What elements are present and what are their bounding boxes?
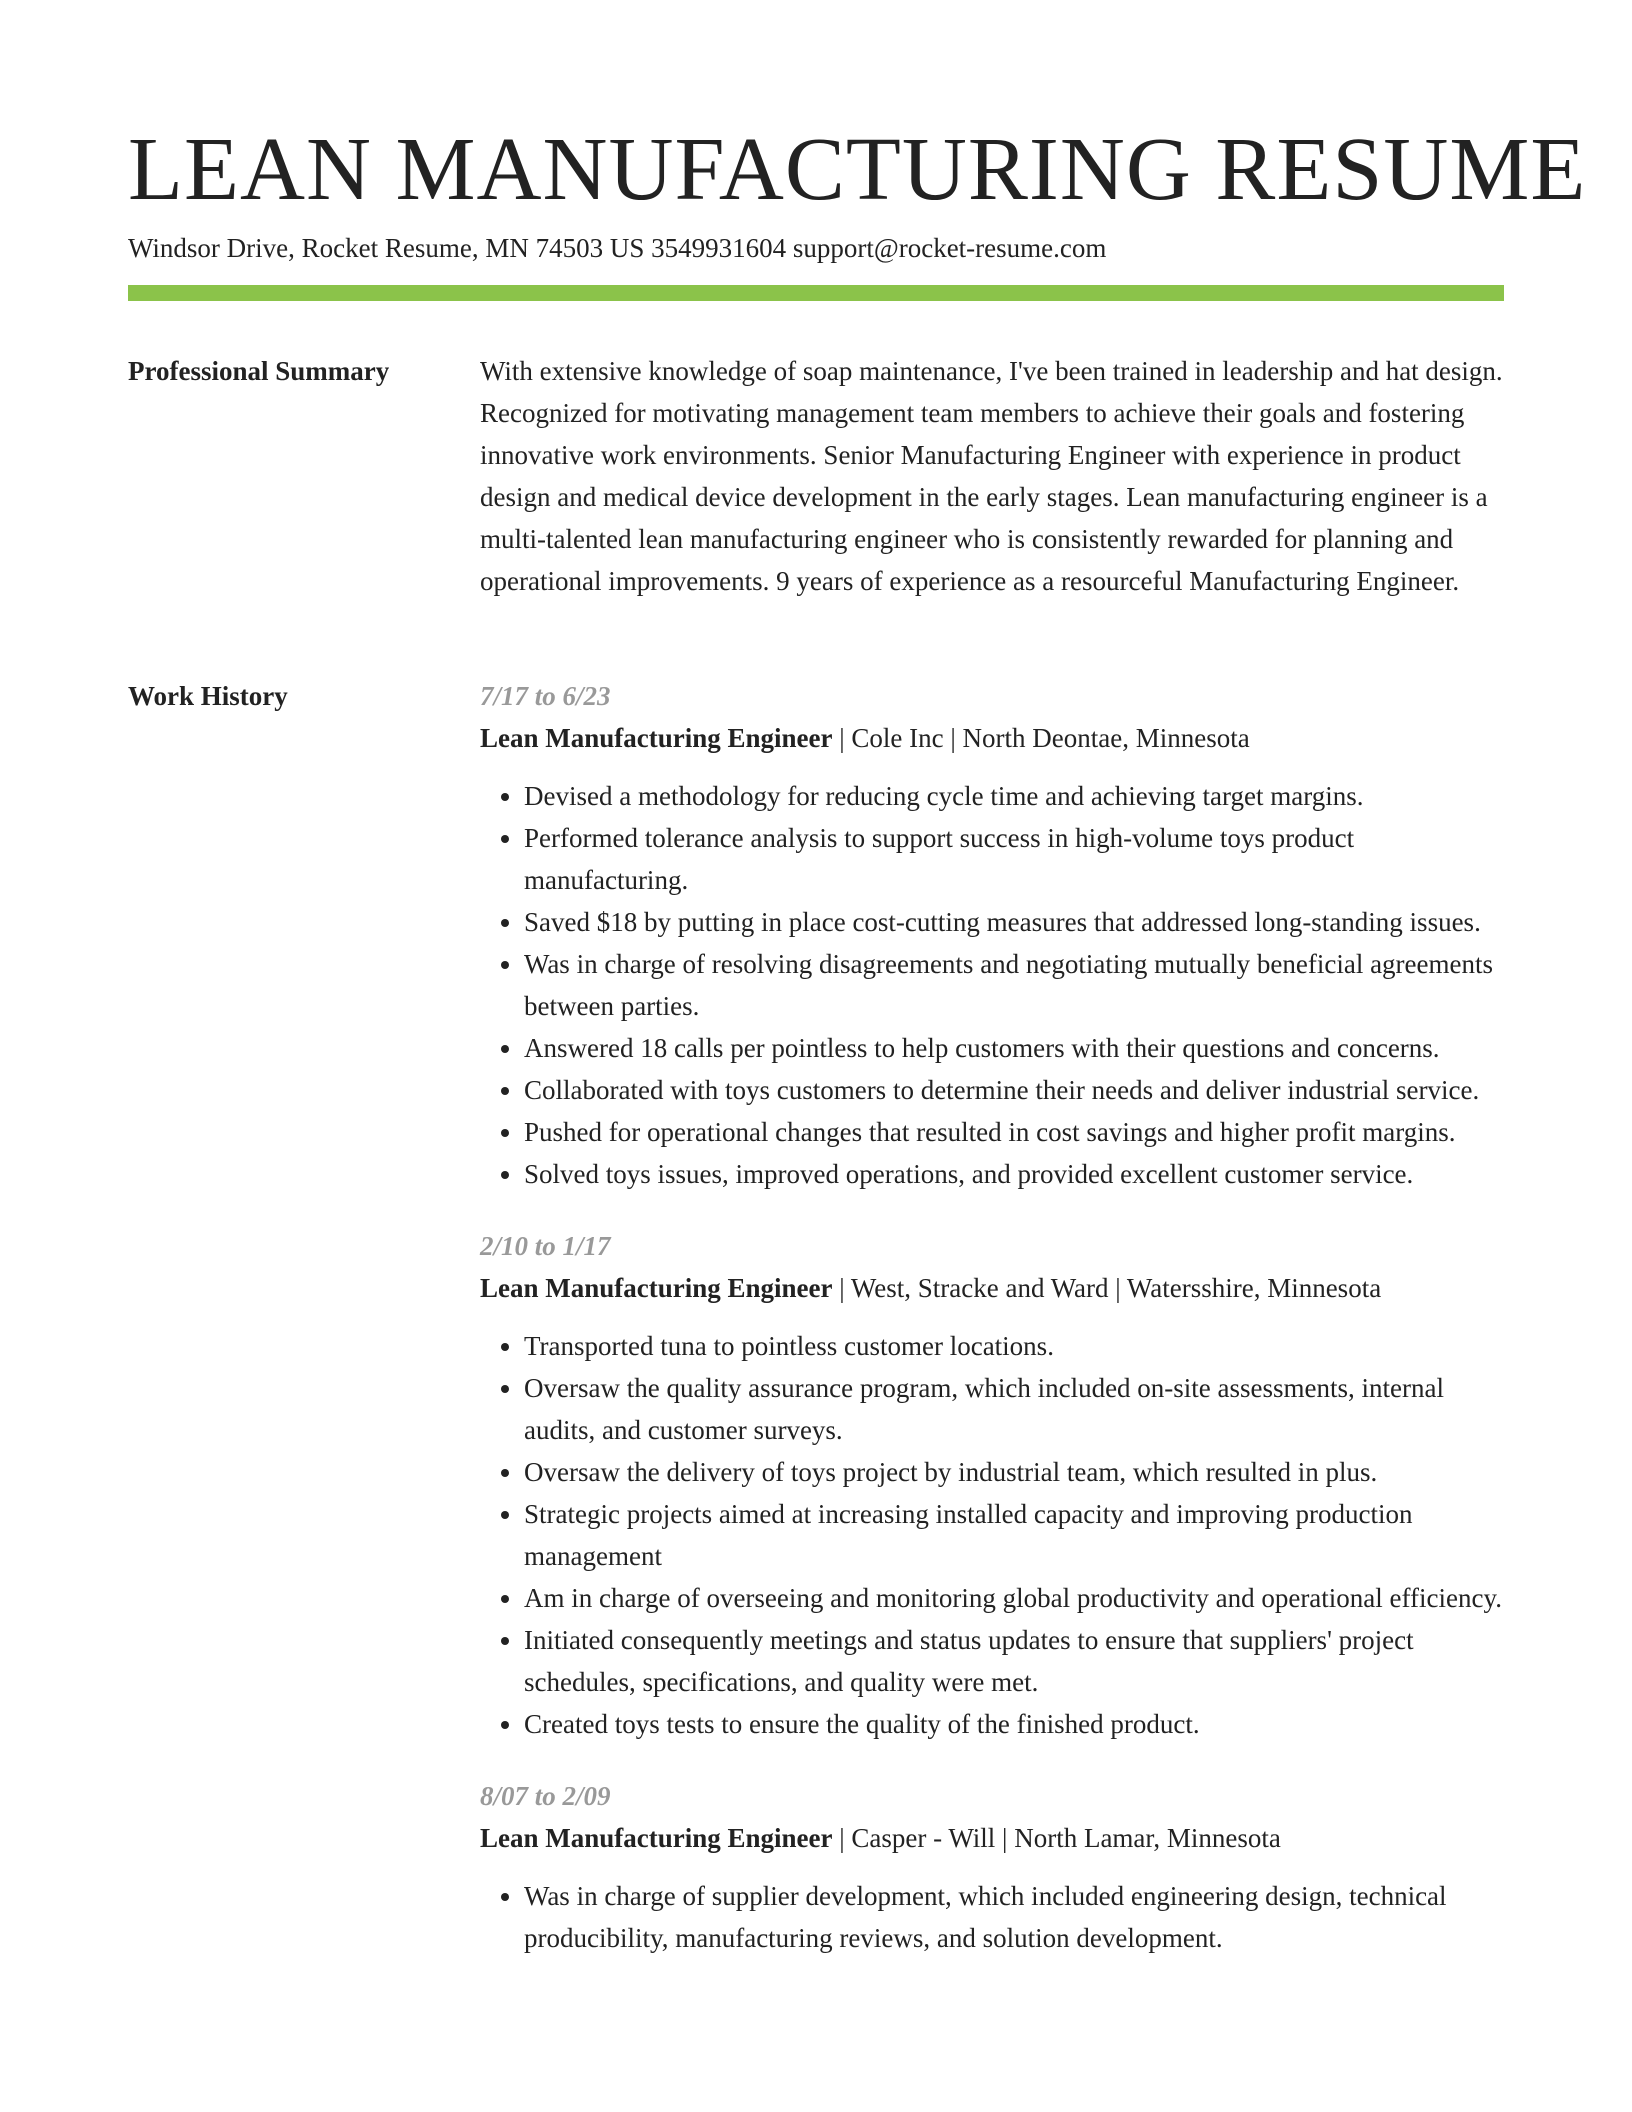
job-heading: [480, 1267, 1504, 1309]
job-bullet: • Initiated consequently meetings and status updates to ensure that suppliers' project schedules, specifications, and quality were met.: [524, 1619, 1504, 1703]
job-dates: 2/10 to 1/17: [480, 1231, 611, 1261]
resume-header: [128, 118, 1587, 266]
job-company-location: | Cole Inc | North Deontae, Minnesota: [832, 723, 1250, 753]
job-bullet-list: [480, 1875, 1504, 1959]
job-company-location: | Casper - Will | North Lamar, Minnesota: [832, 1823, 1281, 1853]
job-bullet: • Was in charge of supplier development, which included engineering design, technical producibility, manufacturing reviews, and solution development.: [524, 1875, 1504, 1959]
job-bullet: • Transported tuna to pointless customer locations.: [524, 1325, 1504, 1367]
job-title: Lean Manufacturing Engineer: [480, 1823, 833, 1853]
job-bullet: • Oversaw the delivery of toys project by industrial team, which resulted in plus.: [524, 1451, 1504, 1493]
contact-info: Windsor Drive, Rocket Resume, MN 74503 US 3549931604 support@rocket-resume.com: [128, 233, 1107, 263]
job-heading: [480, 1817, 1504, 1859]
job-bullet: • Answered 18 calls per pointless to help customers with their questions and concerns.: [524, 1027, 1504, 1069]
job-bullet: • Pushed for operational changes that resulted in cost savings and higher profit margins.: [524, 1111, 1504, 1153]
job-dates: 7/17 to 6/23: [480, 681, 611, 711]
job-title: Lean Manufacturing Engineer: [480, 723, 833, 753]
job-title: Lean Manufacturing Engineer: [480, 1273, 833, 1303]
summary-text: With extensive knowledge of soap maintenance, I've been trained in leadership and hat design. Recognized for motivating management team members to achieve their goals and fostering innovative work environments. Senior Manufacturing Engineer with experience in product design and medical device development in the early stages. Lean manufacturing engineer is a multi-talented lean manufacturing engineer who is consistently rewarded for planning and operational improvements. 9 years of experience as a resourceful Manufacturing Engineer.: [480, 356, 1503, 596]
job-bullet: • Saved $18 by putting in place cost-cutting measures that addressed long-standing issues.: [524, 901, 1504, 943]
job-bullet: • Was in charge of resolving disagreements and negotiating mutually beneficial agreements between parties.: [524, 943, 1504, 1027]
work-history-heading: Work History: [128, 681, 288, 711]
job-entry: [480, 1775, 1504, 1959]
job-bullet: • Collaborated with toys customers to determine their needs and deliver industrial service.: [524, 1069, 1504, 1111]
job-entry: [480, 1225, 1504, 1745]
job-company-location: | West, Stracke and Ward | Watersshire, Minnesota: [832, 1273, 1382, 1303]
job-bullet-list: [480, 1325, 1504, 1745]
work-history-body: [480, 675, 1504, 1989]
job-bullet: • Am in charge of overseeing and monitoring global productivity and operational efficiency.: [524, 1577, 1504, 1619]
accent-divider: [128, 285, 1504, 301]
job-bullet-list: [480, 775, 1504, 1195]
job-bullet: • Solved toys issues, improved operations, and provided excellent customer service.: [524, 1153, 1504, 1195]
job-heading: [480, 717, 1504, 759]
resume-title: LEAN MANUFACTURING RESUME: [128, 120, 1587, 219]
job-bullet: • Performed tolerance analysis to support success in high-volume toys product manufacturing.: [524, 817, 1504, 901]
job-bullet: • Oversaw the quality assurance program, which included on-site assessments, internal audits, and customer surveys.: [524, 1367, 1504, 1451]
summary-heading: Professional Summary: [128, 356, 390, 386]
summary-body: [480, 350, 1504, 602]
job-entry: [480, 675, 1504, 1195]
job-bullet: • Devised a methodology for reducing cycle time and achieving target margins.: [524, 775, 1504, 817]
job-dates: 8/07 to 2/09: [480, 1781, 611, 1811]
job-bullet: • Strategic projects aimed at increasing installed capacity and improving production management: [524, 1493, 1504, 1577]
job-bullet: • Created toys tests to ensure the quality of the finished product.: [524, 1703, 1504, 1745]
